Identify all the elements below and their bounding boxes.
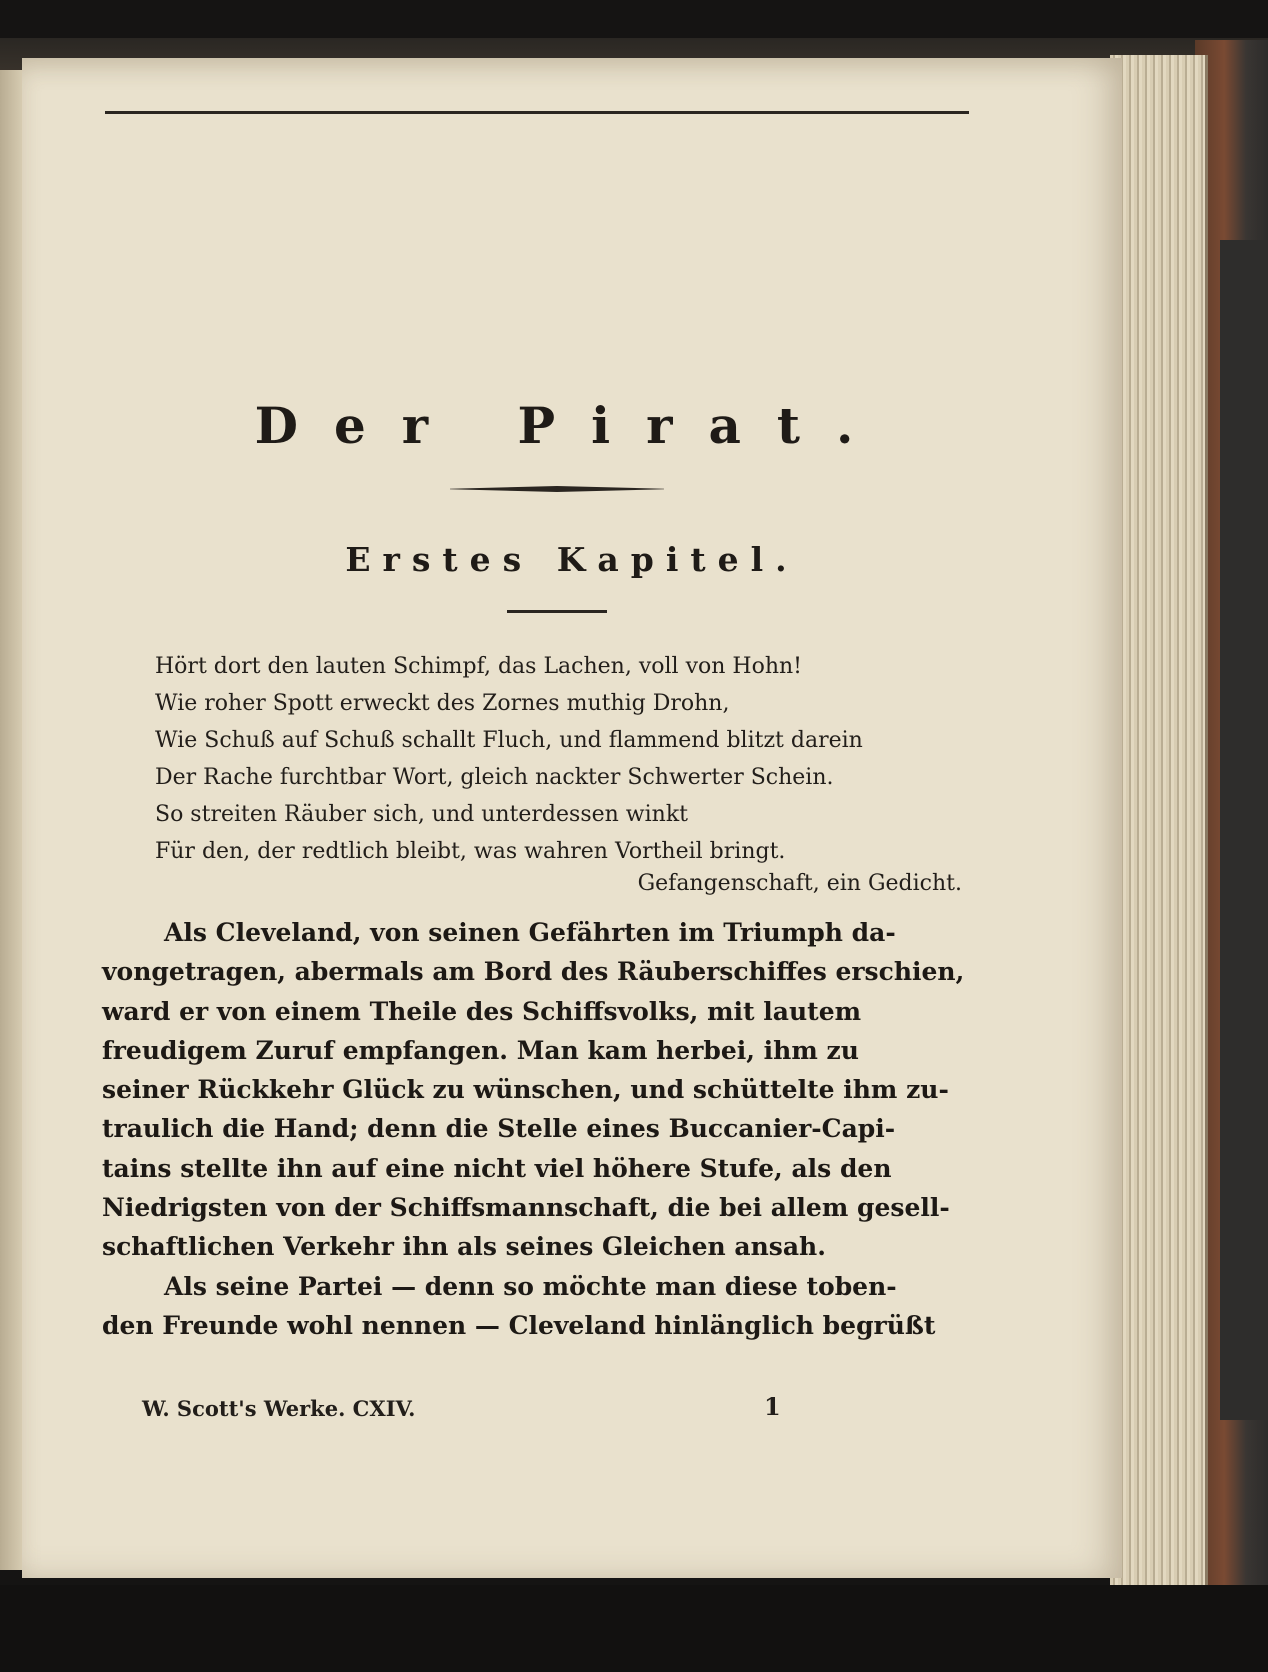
body-line: ward er von einem Theile des Schiffsvolks, mit lautem	[102, 996, 862, 1026]
body-line: traulich die Hand; denn die Stelle eines Buccanier-Capi-	[102, 1114, 896, 1144]
page-edges	[1110, 55, 1208, 1585]
epigraph	[155, 648, 955, 870]
epigraph-line: Hört dort den lauten Schimpf, das Lachen, voll von Hohn!	[155, 654, 803, 679]
signature-mark: W. Scott's Werke. CXIV.	[142, 1396, 416, 1421]
book-page	[22, 58, 1122, 1578]
body-line: seiner Rückkehr Glück zu wünschen, und schüttelte ihm zu-	[102, 1075, 949, 1105]
epigraph-line: Der Rache furchtbar Wort, gleich nackter Schwerter Schein.	[155, 765, 834, 790]
chapter-rule	[507, 610, 607, 613]
page-number: 1	[764, 1392, 781, 1421]
body-line: freudigem Zuruf empfangen. Man kam herbei, ihm zu	[102, 1035, 859, 1065]
epigraph-line: So streiten Räuber sich, und unterdessen winkt	[155, 802, 689, 827]
bottom-shadow	[0, 1585, 1268, 1672]
body-line: Als Cleveland, von seinen Gefährten im Triumph da-	[164, 918, 896, 947]
epigraph-attribution: Gefangenschaft, ein Gedicht.	[637, 871, 962, 896]
epigraph-line: Wie Schuß auf Schuß schallt Fluch, und flammend blitzt darein	[155, 728, 863, 753]
body-line: tains stellte ihn auf eine nicht viel höhere Stufe, als den	[102, 1153, 892, 1183]
epigraph-line: Wie roher Spott erweckt des Zornes muthig Drohn,	[155, 691, 730, 716]
body-line: schaftlichen Verkehr ihn als seines Gleichen ansah.	[102, 1232, 826, 1262]
leather-spine	[1220, 240, 1268, 1420]
body-line: Niedrigsten von der Schiffsmannschaft, die bei allem gesell-	[102, 1193, 950, 1223]
chapter-heading: Erstes Kapitel.	[345, 540, 799, 579]
body-line: den Freunde wohl nennen — Cleveland hinlänglich begrüßt	[102, 1310, 936, 1340]
top-rule	[105, 111, 969, 114]
body-line: vongetragen, abermals am Bord des Räuberschiffes erschien,	[102, 957, 965, 987]
title-ornament-rule	[450, 486, 664, 492]
body-text	[102, 913, 1002, 1345]
left-page-edge	[0, 70, 22, 1570]
epigraph-line: Für den, der redtlich bleibt, was wahren Vortheil bringt.	[155, 839, 786, 864]
book-title: Der Pirat.	[254, 396, 890, 455]
body-line: Als seine Partei — denn so möchte man diese toben-	[164, 1271, 897, 1301]
